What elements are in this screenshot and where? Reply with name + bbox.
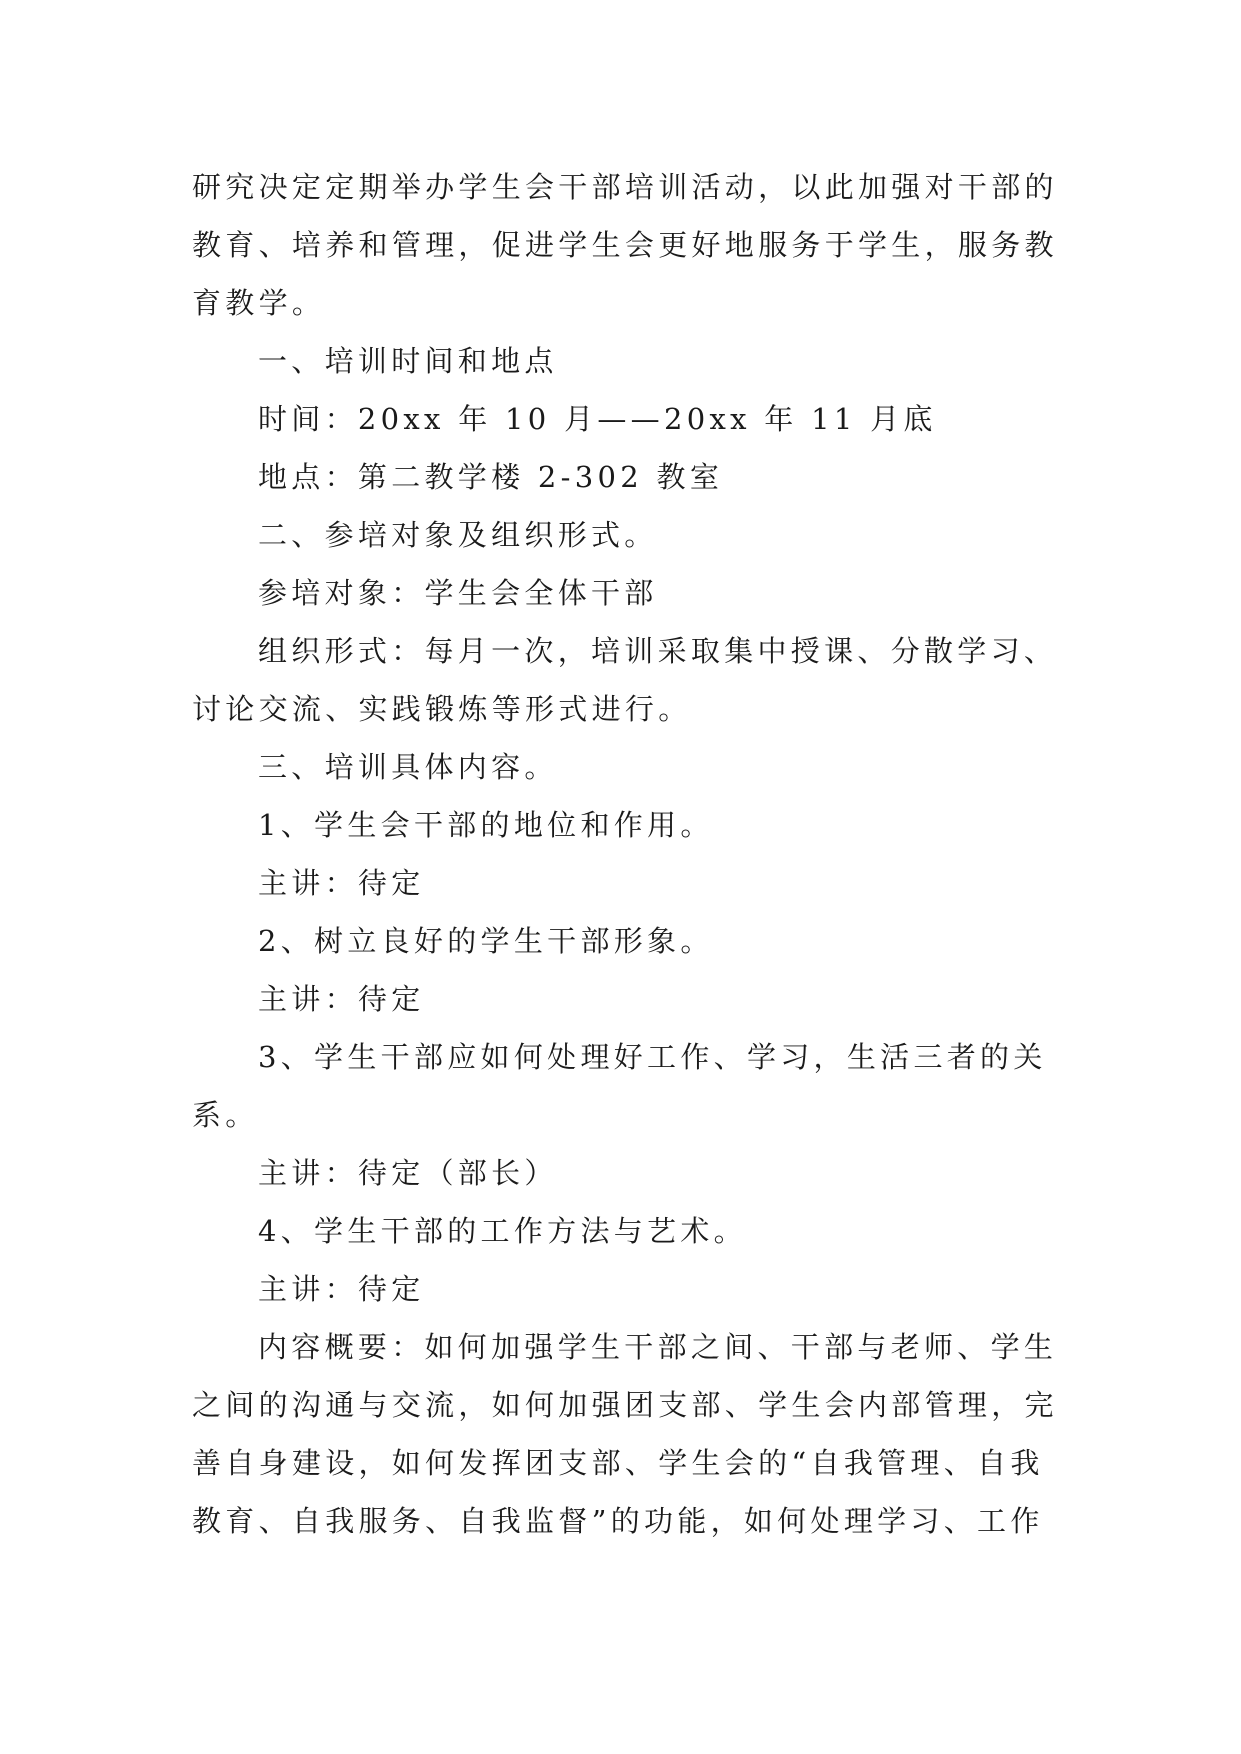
speaker-1: 主讲：待定 <box>258 866 425 900</box>
section-heading-3: 三、培训具体内容。 <box>258 750 558 784</box>
body-line: 育教学。 <box>192 286 326 320</box>
section-heading-2: 二、参培对象及组织形式。 <box>258 518 658 552</box>
organization-form: 组织形式：每月一次，培训采取集中授课、分散学习、 <box>258 634 1058 668</box>
training-location: 地点：第二教学楼 2-302 教室 <box>258 460 724 494</box>
body-line: 之间的沟通与交流，如何加强团支部、学生会内部管理，完 <box>192 1388 1058 1422</box>
participants: 参培对象：学生会全体干部 <box>258 576 658 610</box>
speaker-2: 主讲：待定 <box>258 982 425 1016</box>
training-time: 时间：20xx 年 10 月——20xx 年 11 月底 <box>258 402 937 436</box>
document-body <box>192 158 1062 1550</box>
speaker-4: 主讲：待定 <box>258 1272 425 1306</box>
body-line: 教育、自我服务、自我监督”的功能，如何处理学习、工作 <box>192 1504 1044 1538</box>
topic-2: 2、树立良好的学生干部形象。 <box>258 924 714 958</box>
body-line: 研究决定定期举办学生会干部培训活动，以此加强对干部的 <box>192 170 1058 204</box>
body-line: 讨论交流、实践锻炼等形式进行。 <box>192 692 692 726</box>
section-heading-1: 一、培训时间和地点 <box>258 344 558 378</box>
speaker-3: 主讲：待定（部长） <box>258 1156 558 1190</box>
body-line: 善自身建设，如何发挥团支部、学生会的“自我管理、自我 <box>192 1446 1044 1480</box>
body-line: 系。 <box>192 1098 259 1132</box>
topic-4: 4、学生干部的工作方法与艺术。 <box>258 1214 747 1248</box>
topic-3: 3、学生干部应如何处理好工作、学习，生活三者的关 <box>258 1040 1047 1074</box>
content-summary: 内容概要：如何加强学生干部之间、干部与老师、学生 <box>258 1330 1058 1364</box>
topic-1: 1、学生会干部的地位和作用。 <box>258 808 714 842</box>
body-line: 教育、培养和管理，促进学生会更好地服务于学生，服务教 <box>192 228 1058 262</box>
